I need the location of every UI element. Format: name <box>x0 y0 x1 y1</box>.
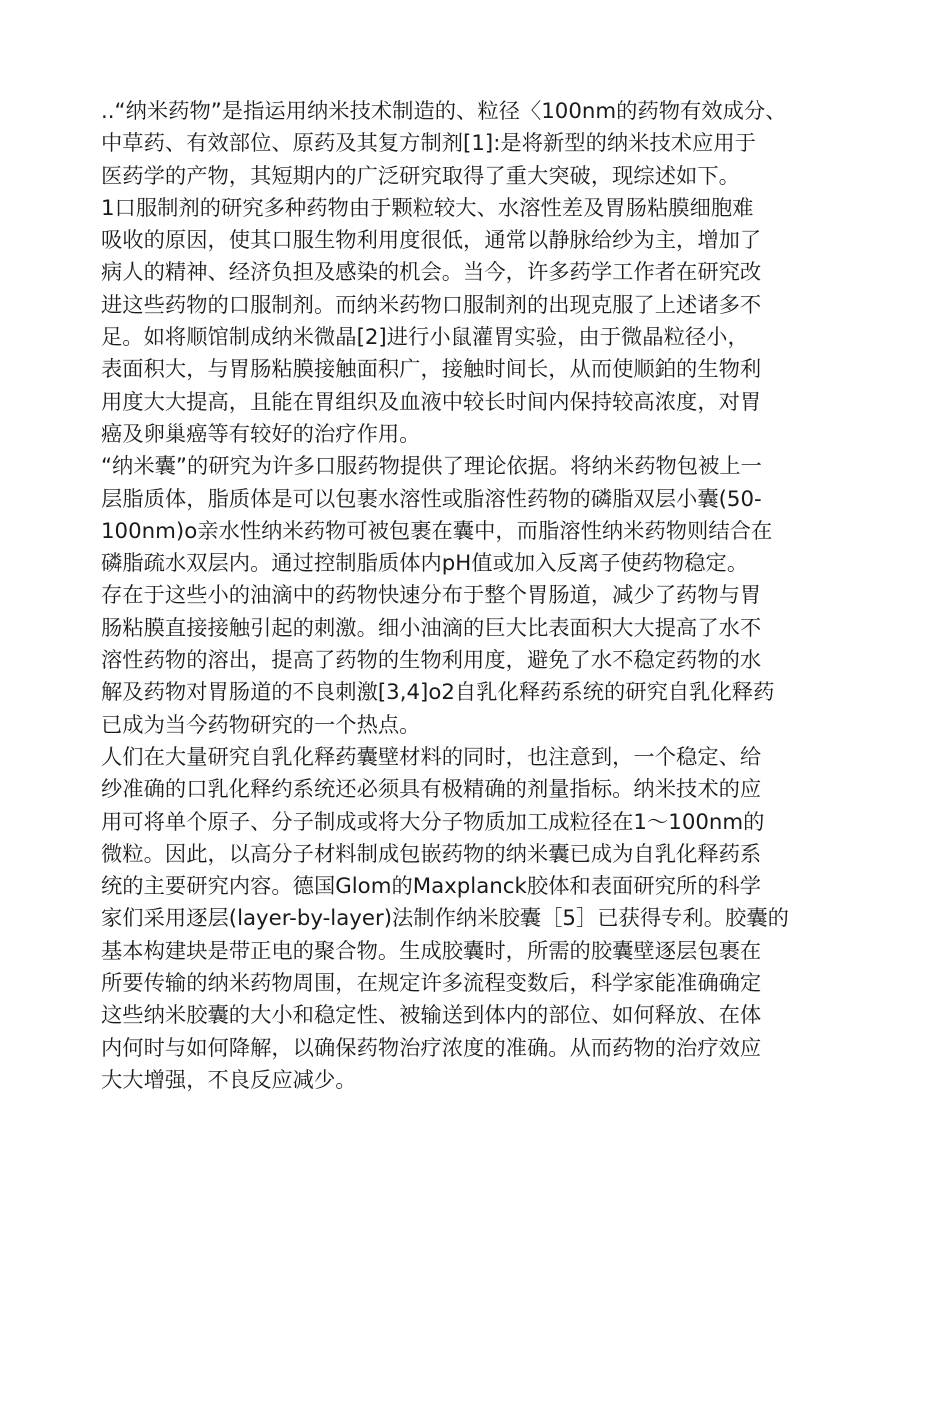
text-line: ..“纳米药物”是指运用纳米技术制造的、粒径〈100nm的药物有效成分、 <box>101 99 787 124</box>
text-line: 足。如将顺馆制成纳米微晶[2]进行小鼠灌胃实验，由于微晶粒径小， <box>101 325 749 351</box>
text-line: 表面积大，与胃肠粘膜接触面积广，接触时间长，从而使顺鉑的生物利 <box>101 357 762 383</box>
text-line: 已成为当今药物研究的一个热点。 <box>101 712 421 738</box>
text-line: 所要传输的纳米药物周围，在规定许多流程变数后，科学家能准确确定 <box>101 971 762 997</box>
text-line: 医药学的产物，其短期内的广泛研究取得了重大突破，现综述如下。 <box>101 163 740 189</box>
text-line: 基本构建块是带正电的聚合物。生成胶囊时，所需的胶囊壁逐层包裹在 <box>101 938 762 964</box>
text-line: 100nm)o亲水性纳米药物可被包裹在囊中，而脂溶性纳米药物则结合在 <box>101 518 773 544</box>
text-line: 溶性药物的溶出，提高了药物的生物利用度，避免了水不稳定药物的水 <box>101 648 762 674</box>
text-line: 内何时与如何降解，以确保药物治疗浓度的准确。从而药物的治疗效应 <box>101 1035 762 1061</box>
text-line: 这些纳米胶囊的大小和稳定性、被输送到体内的部位、如何释放、在体 <box>101 1003 762 1029</box>
text-line: 磷脂疏水双层内。通过控制脂质体内pH值或加入反离子使药物稳定。 <box>101 551 749 577</box>
text-line: 家们采用逐层(layer-by-layer)法制作纳米胶囊［5］已获得专利。胶囊的 <box>101 906 789 932</box>
text-line: 人们在大量研究自乳化释药囊壁材料的同时，也注意到，一个稳定、给 <box>101 744 762 770</box>
text-line: 存在于这些小的油滴中的药物快速分布于整个胃肠道，减少了药物与胃 <box>101 583 762 609</box>
text-line: “纳米囊”的研究为许多口服药物提供了理论依据。将纳米药物包被上一 <box>101 454 762 480</box>
text-line: 纱准确的口乳化释约系统还必须具有极精确的剂量指标。纳米技术的应 <box>101 777 762 803</box>
text-line: 进这些药物的口服制剂。而纳米药物口服制剂的出现克服了上述诸多不 <box>101 292 762 318</box>
document-body <box>101 96 861 1097</box>
text-line: 癌及卵巢癌等有较好的治疗作用。 <box>101 421 421 447</box>
text-line: 中草药、有效部位、原药及其复方制剂[1]:是将新型的纳米技术应用于 <box>101 131 756 157</box>
text-line: 吸收的原因，使其口服生物利用度很低，通常以静脉给纱为主，增加了 <box>101 228 762 254</box>
text-line: 用可将单个原子、分子制成或将大分子物质加工成粒径在1〜100nm的 <box>101 809 765 835</box>
text-line: 微粒。因此，以高分子材料制成包嵌药物的纳米囊已成为自乳化释药系 <box>101 841 762 867</box>
text-line: 大大增强，不良反应减少。 <box>101 1067 357 1093</box>
text-line: 统的主要研究内容。德国Glom的Maxplanck胶体和表面研究所的科学 <box>101 874 762 900</box>
text-line: 肠粘膜直接接触引起的刺激。细小油滴的巨大比表面积大大提高了水不 <box>101 615 762 641</box>
text-line: 病人的精神、经济负担及感染的机会。当今，许多药学工作者在研究改 <box>101 260 762 286</box>
text-line: 用度大大提高，且能在胃组织及血液中较长时间内保持较高浓度，对胃 <box>101 389 762 415</box>
text-line: 1口服制剂的研究多种药物由于颗粒较大、水溶性差及胃肠粘膜细胞难 <box>101 195 754 221</box>
text-line: 层脂质体，脂质体是可以包裹水溶性或脂溶性药物的磷脂双层小囊(50- <box>101 486 762 512</box>
text-line: 解及药物对胃肠道的不良刺激[3,4]o2自乳化释药系统的研究自乳化释药 <box>101 680 775 706</box>
